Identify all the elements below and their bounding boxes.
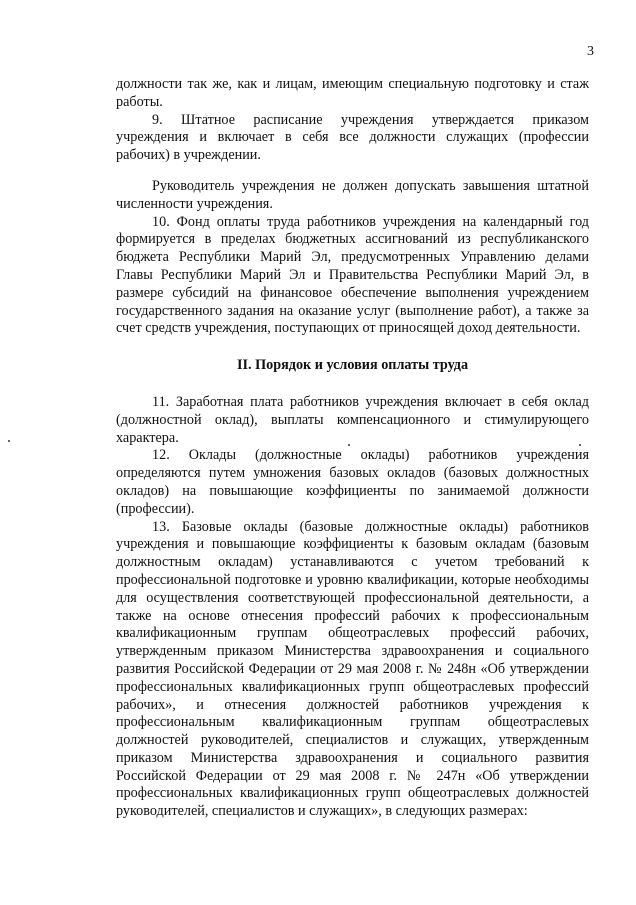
scan-speck <box>8 440 10 442</box>
paragraph-9: 9. Штатное расписание учреждения утверждается приказом учреждения и включает в себя все должности служащих (профессии рабочих) в учреждении. <box>116 111 589 164</box>
paragraph-head-restriction: Руководитель учреждения не должен допускать завышения штатной численности учреждения. <box>116 177 589 212</box>
paragraph-10: 10. Фонд оплаты труда работников учреждения на календарный год формируется в пределах бюджетных ассигнований из республиканского бюджета Республики Марий Эл, предусмотренных Управлению делами Главы Республики Марий Эл и Правительства Республики Марий Эл, в размере субсидий на финансовое обеспечение выполнения учреждением государственного задания на оказание услуг (выполнение работ), а также за счет средств учреждения, поступающих от приносящей доход деятельности. <box>116 213 589 337</box>
page-number: 3 <box>587 44 594 59</box>
document-body <box>116 76 589 821</box>
paragraph-continuation: должности так же, как и лицам, имеющим специальную подготовку и стаж работы. <box>116 76 589 110</box>
scan-speck <box>579 444 581 446</box>
paragraph-11: 11. Заработная плата работников учреждения включает в себя оклад (должностной оклад), выплаты компенсационного и стимулирующего характера. <box>116 393 589 446</box>
scan-speck <box>348 444 350 446</box>
paragraph-13: 13. Базовые оклады (базовые должностные оклады) работников учреждения и повышающие коэффициенты к базовым окладам (базовым должностным окладам) устанавливаются с учетом требований к профессиональной подготовке и уровню квалификации, которые необходимы для осуществления соответствующей профессиональной деятельности, а также на основе отнесения профессий рабочих к профессиональным квалификационным группам общеотраслевых профессий рабочих, утвержденным приказом Министерства здравоохранения и социального развития Российской Федерации от 29 мая 2008 г. № 248н «Об утверждении профессиональных квалификационных групп общеотраслевых профессий рабочих», и отнесения должностей работников учреждения к профессиональным квалификационным группам общеотраслевых должностей руководителей, специалистов и служащих, утвержденным приказом Министерства здравоохранения и социального развития Российской Федерации от 29 мая 2008 г. № 247н «Об утверждении профессиональных квалификационных групп общеотраслевых должностей руководителей, специалистов и служащих», в следующих размерах: <box>116 518 589 820</box>
paragraph-12: 12. Оклады (должностные оклады) работников учреждения определяются путем умножения базовых окладов (базовых должностных окладов) на повышающие коэффициенты по занимаемой должности (профессии). <box>116 447 589 517</box>
section-heading: II. Порядок и условия оплаты труда <box>236 357 469 374</box>
